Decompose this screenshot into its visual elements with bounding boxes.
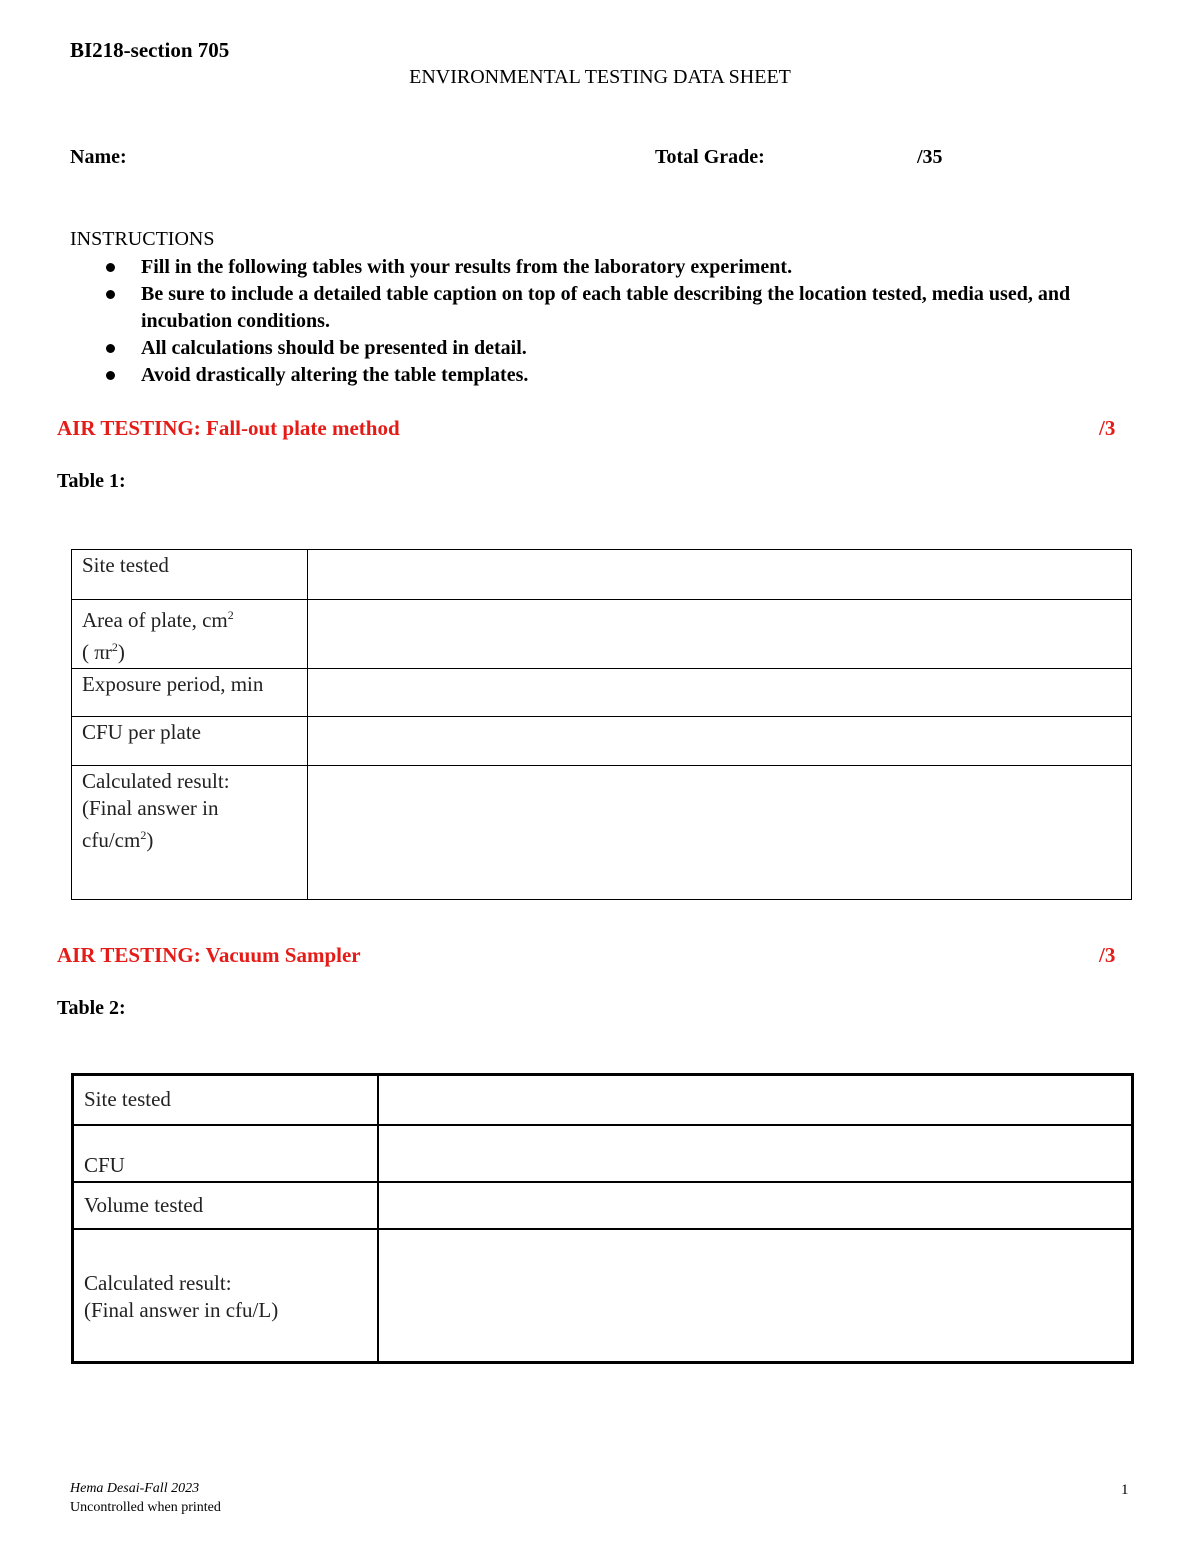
input-cell-area-of-plate[interactable] <box>308 600 1132 669</box>
page-title: ENVIRONMENTAL TESTING DATA SHEET <box>409 66 791 88</box>
instruction-item <box>70 254 1100 281</box>
instruction-item <box>70 335 1100 362</box>
bullet-icon <box>106 371 115 380</box>
bullet-icon <box>106 290 115 299</box>
name-label: Name: <box>70 146 127 168</box>
row-label-cfu: CFU <box>73 1125 378 1182</box>
table-row <box>73 1182 1133 1229</box>
footer-note: Uncontrolled when printed <box>70 1500 221 1515</box>
row-label-exposure-period: Exposure period, min <box>72 669 308 717</box>
footer-author: Hema Desai-Fall 2023 <box>70 1481 200 1496</box>
input-cell-exposure-period[interactable] <box>308 669 1132 717</box>
instruction-item <box>70 362 1100 389</box>
table-row <box>73 1125 1133 1182</box>
section2-heading: AIR TESTING: Vacuum Sampler <box>57 943 361 967</box>
row-label-area-of-plate: Area of plate, $cm^2$ ( $\pi r^2$) <box>72 600 308 669</box>
instruction-text: Be sure to include a detailed table caption on top of each table describing the location tested, media used, and incubation conditions. <box>141 283 1071 332</box>
instruction-text: Avoid drastically altering the table templates. <box>141 364 529 386</box>
row-label-calculated-result: Calculated result: (Final answer in cfu/$cm^2$) <box>72 766 308 900</box>
row-label-volume-tested: Volume tested <box>73 1182 378 1229</box>
input-cell-calculated-result[interactable] <box>378 1229 1133 1363</box>
instructions-list <box>70 254 1100 389</box>
table-row <box>72 669 1132 717</box>
instruction-text: Fill in the following tables with your results from the laboratory experiment. <box>141 256 793 278</box>
table-row <box>72 766 1132 900</box>
table-row <box>72 600 1132 669</box>
input-cell-site-tested[interactable] <box>378 1075 1133 1125</box>
bullet-icon <box>106 263 115 272</box>
page-number: 1 <box>1121 1482 1129 1498</box>
input-cell-volume-tested[interactable] <box>378 1182 1133 1229</box>
row-label-cfu-per-plate: CFU per plate <box>72 717 308 766</box>
section1-heading: AIR TESTING: Fall-out plate method <box>57 416 400 440</box>
instructions-heading: INSTRUCTIONS <box>70 228 215 250</box>
table2-vacuum-sampler <box>71 1073 1134 1364</box>
total-grade-label: Total Grade: <box>655 146 765 168</box>
input-cell-cfu[interactable] <box>378 1125 1133 1182</box>
table2-label: Table 2: <box>57 997 126 1019</box>
input-cell-calculated-result[interactable] <box>308 766 1132 900</box>
total-grade-value: /35 <box>917 146 943 168</box>
bullet-icon <box>106 344 115 353</box>
row-label-calculated-result: Calculated result: (Final answer in cfu/L) <box>73 1229 378 1363</box>
input-cell-cfu-per-plate[interactable] <box>308 717 1132 766</box>
table-row <box>73 1229 1133 1363</box>
row-label-site-tested: Site tested <box>73 1075 378 1125</box>
instruction-item <box>70 281 1100 335</box>
course-code: BI218-section 705 <box>70 38 230 62</box>
section1-mark: /3 <box>1099 416 1116 440</box>
table1-label: Table 1: <box>57 470 126 492</box>
table-row <box>72 717 1132 766</box>
table-row <box>73 1075 1133 1125</box>
table1-fallout <box>71 549 1132 900</box>
row-label-site-tested: Site tested <box>72 550 308 600</box>
table-row <box>72 550 1132 600</box>
input-cell-site-tested[interactable] <box>308 550 1132 600</box>
section2-mark: /3 <box>1099 943 1116 967</box>
instruction-text: All calculations should be presented in detail. <box>141 337 527 359</box>
